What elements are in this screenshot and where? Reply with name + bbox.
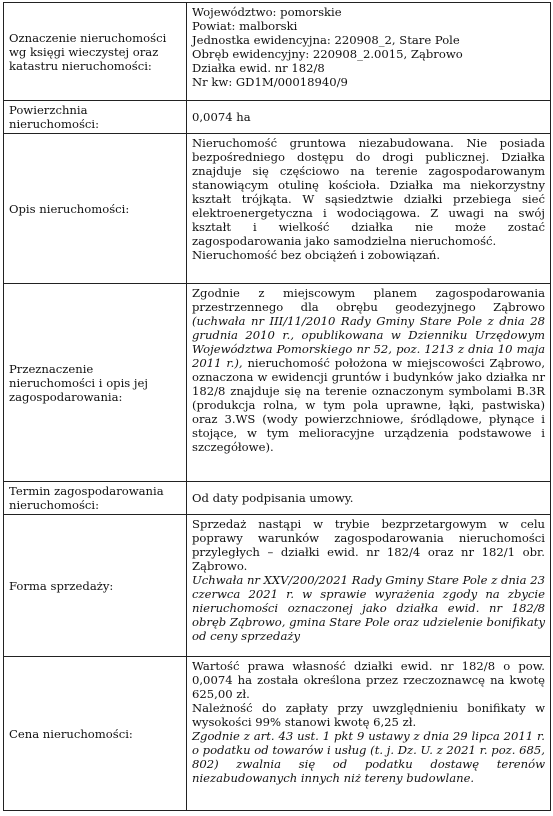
label-sale-form: Forma sprzedaży:: [4, 515, 187, 657]
line-parcel: Działka ewid. nr 182/8: [192, 61, 325, 75]
purpose-intro: Zgodnie z miejscowym planem zagospodarowania przestrzennego dla obrębu geodezyjnego Ząbrowo: [192, 286, 545, 314]
value-sale-form: [187, 515, 551, 657]
label-land-register: Oznaczenie nieruchomości wg księgi wieczystej oraz katastru nieruchomości:: [4, 3, 187, 101]
label-development-deadline: Termin zagospodarowania nieruchomości:: [4, 482, 187, 515]
value-price: [187, 657, 551, 811]
value-purpose: [187, 284, 551, 482]
price-tax-note: Zgodnie z art. 43 ust. 1 pkt 9 ustawy z dnia 29 lipca 2011 r. o podatku od towarów i usług (t. j. Dz. U. z 2021 r. poz. 685, 802) zwalnia się od podatku dostawę terenów niezabudowanych innych niż tereny budowlane.: [192, 729, 545, 785]
label-description: Opis nieruchomości:: [4, 134, 187, 284]
price-valuation: Wartość prawa własność działki ewid. nr 182/8 o pow. 0,0074 ha została określona przez rzeczoznawcę na kwotę 625,00 zł.: [192, 659, 545, 701]
value-land-register: [187, 3, 551, 101]
description-encumbrances: Nieruchomość bez obciążeń i zobowiązań.: [192, 248, 441, 262]
row-land-register: [4, 3, 551, 101]
purpose-resolution: (uchwała nr III/11/2010 Rady Gminy Stare Pole z dnia 28 grudnia 2010 r., opublikowana w Dzienniku Urzędowym Województwa Pomorskiego nr 52, poz. 1213 z dnia 10 maja 2011 r.),: [192, 314, 545, 370]
row-description: [4, 134, 551, 284]
property-table: [3, 2, 551, 811]
line-land-register-number: Nr kw: GD1M/00018940/9: [192, 75, 348, 89]
sale-form-text: Sprzedaż nastąpi w trybie bezprzetargowym w celu poprawy warunków zagospodarowania nieruchomości przyległych – działki ewid. nr 182/4 oraz nr 182/1 obr. Ząbrowo.: [192, 517, 545, 573]
row-price: [4, 657, 551, 811]
row-purpose: [4, 284, 551, 482]
sale-form-resolution: Uchwała nr XXV/200/2021 Rady Gminy Stare Pole z dnia 23 czerwca 2021 r. w sprawie wyrażenia zgody na zbycie nieruchomości oznaczonej jako działka ewid. nr 182/8 obręb Ząbrowo, gmina Stare Pole oraz udzielenie bonifikaty od ceny sprzedaży: [192, 573, 545, 643]
price-discount: Należność do zapłaty przy uwzględnieniu bonifikaty w wysokości 99% stanowi kwotę 6,25 zł.: [192, 701, 545, 729]
line-registry-unit: Jednostka ewidencyjna: 220908_2, Stare Pole: [192, 33, 460, 47]
line-voivodeship: Województwo: pomorskie: [192, 5, 342, 19]
row-development-deadline: [4, 482, 551, 515]
value-description: [187, 134, 551, 284]
label-purpose: Przeznaczenie nieruchomości i opis jej zagospodarowania:: [4, 284, 187, 482]
label-area: Powierzchnia nieruchomości:: [4, 101, 187, 134]
purpose-details: nieruchomość położona w miejscowości Ząbrowo, oznaczona w ewidencji gruntów i budynków jako działka nr 182/8 znajduje się na terenie oznaczonym symbolami B.3R (produkcja rolna, w tym pola uprawne, łąki, pastwiska) oraz 3.WS (wody powierzchniowe, śródlądowe, płynące i stojące, w tym melioracyjne urządzenia podstawowe i szczegółowe).: [192, 356, 546, 454]
value-area: 0,0074 ha: [187, 101, 551, 134]
row-sale-form: [4, 515, 551, 657]
value-development-deadline: Od daty podpisania umowy.: [187, 482, 551, 515]
label-price: Cena nieruchomości:: [4, 657, 187, 811]
row-area: [4, 101, 551, 134]
description-text: Nieruchomość gruntowa niezabudowana. Nie posiada bezpośredniego dostępu do drogi publicznej. Działka znajduje się częściowo na terenie zagospodarowanym stanowiącym otulinę kościoła. Działka ma niekorzystny kształt trójkąta. W sąsiedztwie działki przebiega sieć elektroenergetyczna i wodociągowa. Z uwagi na swój kształt i wielkość działka nie może zostać zagospodarowania jako samodzielna nieruchomość.: [192, 136, 545, 248]
line-precinct: Obręb ewidencyjny: 220908_2.0015, Ząbrowo: [192, 47, 463, 61]
line-county: Powiat: malborski: [192, 19, 298, 33]
